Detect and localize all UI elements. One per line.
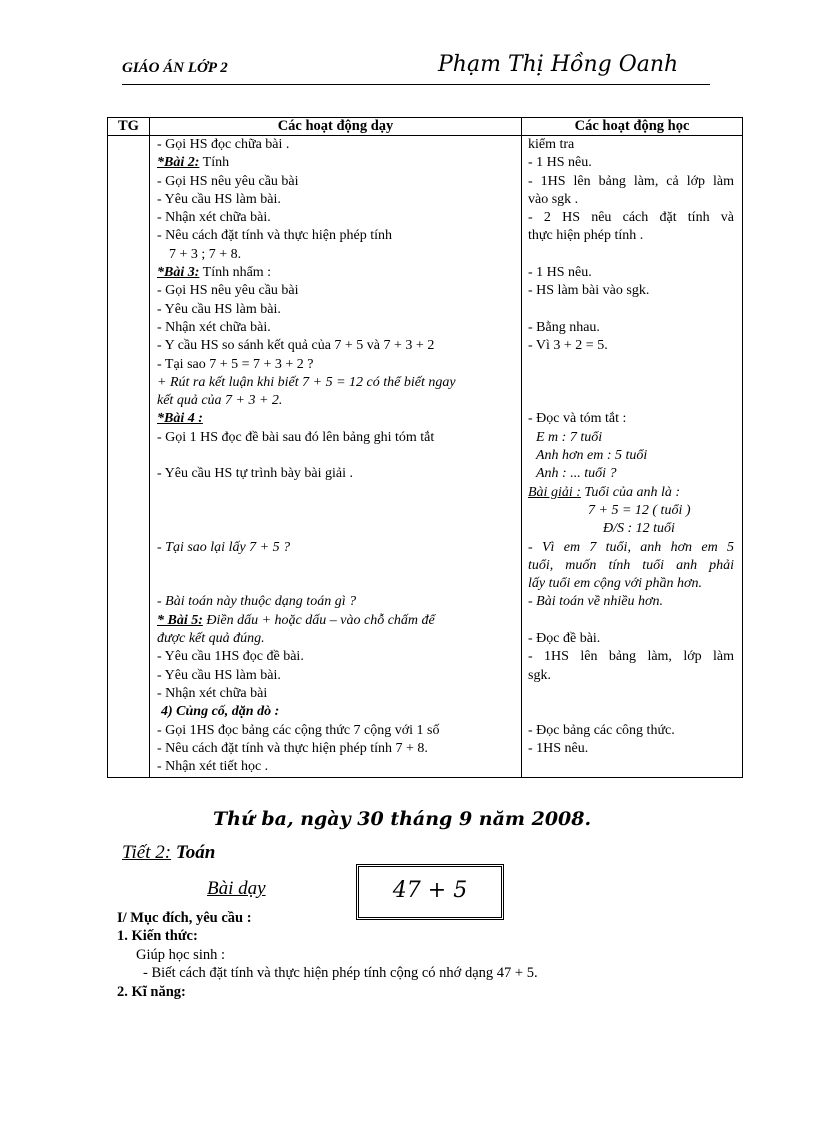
teach-line-spacer <box>157 484 517 502</box>
learn-line: E m : 7 tuổi <box>536 429 603 445</box>
teach-line <box>157 612 517 630</box>
learn-line: - 1 HS nêu. <box>528 265 592 281</box>
learn-line: sgk. <box>528 667 551 683</box>
learn-line-spacer <box>528 685 734 703</box>
lesson-formula-box <box>356 864 504 920</box>
learn-line: - 1HS lên bảng làm, lớp làm <box>528 649 734 665</box>
lesson-period <box>122 842 215 864</box>
learn-line: - Đọc bảng các công thức. <box>528 722 675 738</box>
solution-label: Bài giải : <box>528 484 581 500</box>
header-teaching-activities: Các hoạt động dạy <box>150 118 522 136</box>
teach-line-spacer <box>157 557 517 575</box>
teach-line: - Yêu cầu HS làm bài. <box>157 667 281 683</box>
learn-line: kiểm tra <box>528 137 575 152</box>
teach-line: - Yêu cầu HS làm bài. <box>157 191 281 207</box>
learning-cell <box>522 136 743 778</box>
teach-line: 7 + 3 ; 7 + 8. <box>169 246 242 262</box>
teach-line: - Nêu cách đặt tính và thực hiện phép tính <box>157 228 393 244</box>
learn-line: - 1HS nêu. <box>528 740 589 756</box>
lesson-plan-title: GIÁO ÁN LỚP 2 <box>122 60 228 76</box>
teach-line: - Gọi HS nêu yêu cầu bài <box>157 283 299 299</box>
lesson-title-label: Bài dạy <box>207 878 266 899</box>
learn-line-spacer <box>528 703 734 721</box>
learn-line: - Bằng nhau. <box>528 319 600 335</box>
learn-line-spacer <box>528 612 734 630</box>
teach-line-spacer <box>157 502 517 520</box>
exercise-4-label: *Bài 4 : <box>157 411 203 427</box>
learn-line: Đ/S : 12 tuổi <box>603 521 675 537</box>
teach-line: - Tại sao 7 + 5 = 7 + 3 + 2 ? <box>157 356 314 372</box>
learn-line: 7 + 5 = 12 ( tuổi ) <box>588 502 691 518</box>
lesson-activity-table <box>107 117 743 778</box>
learn-line: - 1HS lên bảng làm, cả lớp làm <box>528 173 734 189</box>
learn-line: tuổi, muốn tính tuổi anh phải <box>528 557 734 573</box>
subject-name: Toán <box>175 842 216 863</box>
teach-line: - Nhận xét chữa bài. <box>157 319 271 335</box>
learn-line: - 1 HS nêu. <box>528 155 592 171</box>
exercise-2-title: Tính <box>199 155 230 171</box>
teach-line-spacer <box>157 520 517 538</box>
learn-line: Anh : ... tuổi ? <box>536 466 617 482</box>
learn-line: - 2 HS nêu cách đặt tính và <box>528 210 734 226</box>
solution-text: Tuổi của anh là : <box>580 484 681 500</box>
section-skills: 2. Kĩ năng: <box>117 984 186 1000</box>
teach-line <box>157 264 517 282</box>
learn-line-spacer <box>528 356 734 374</box>
teach-line: - Nhận xét tiết học . <box>157 759 269 775</box>
learn-line-spacer <box>528 246 734 264</box>
teach-line: - Nêu cách đặt tính và thực hiện phép tính 7 + 8. <box>157 740 428 756</box>
learn-line-spacer <box>528 301 734 319</box>
teaching-cell <box>150 136 522 778</box>
learn-line-spacer <box>528 392 734 410</box>
teach-line-spacer <box>157 447 517 465</box>
teach-line-spacer <box>157 575 517 593</box>
lesson-formula: 47 + 5 <box>392 878 468 903</box>
learn-line: vào sgk . <box>528 191 579 207</box>
exercise-3-label: *Bài 3: <box>157 265 200 281</box>
teach-line: - Gọi 1HS đọc bảng các cộng thức 7 cộng với 1 số <box>157 722 440 738</box>
exercise-5-title: Điền dấu + hoặc dấu – vào chỗ chấm để <box>202 612 435 628</box>
teach-line: - Gọi HS đọc chữa bài . <box>157 137 290 152</box>
teacher-name: Phạm Thị Hồng Oanh <box>438 52 679 77</box>
teach-line: - Nhận xét chữa bài <box>157 685 268 701</box>
exercise-3-title: Tính nhẩm : <box>199 265 272 281</box>
section-knowledge: 1. Kiến thức: <box>117 928 198 944</box>
teach-line: - Yêu cầu 1HS đọc đề bài. <box>157 649 304 665</box>
consolidation-heading: 4) Củng cố, dặn dò : <box>161 704 280 720</box>
learn-line: Anh hơn em : 5 tuổi <box>536 448 648 464</box>
lesson-date: Thứ ba, ngày 30 tháng 9 năm 2008. <box>213 808 592 830</box>
teach-line: được kết quả đúng. <box>157 631 265 647</box>
learn-line: - HS làm bài vào sgk. <box>528 283 650 299</box>
period-label: Tiết 2: <box>122 842 172 863</box>
exercise-2-label: *Bài 2: <box>157 155 200 171</box>
learn-line: - Vì 3 + 2 = 5. <box>528 338 608 354</box>
teach-line: + Rút ra kết luận khi biết 7 + 5 = 12 có thể biết ngay <box>157 374 456 390</box>
learn-line: - Bài toán về nhiều hơn. <box>528 594 663 610</box>
learn-line: - Đọc đề bài. <box>528 631 601 647</box>
teach-line: - Tại sao lại lấy 7 + 5 ? <box>157 539 291 555</box>
teach-line: - Gọi 1 HS đọc đề bài sau đó lên bảng ghi tóm tắt <box>157 429 435 445</box>
header-learning-activities: Các hoạt động học <box>522 118 743 136</box>
learn-line <box>528 484 734 502</box>
header-tg: TG <box>108 118 150 136</box>
teach-line: - Nhận xét chữa bài. <box>157 210 271 226</box>
table-header-row <box>108 118 743 136</box>
learn-line-spacer <box>528 758 734 776</box>
learn-line: - Đọc và tóm tắt : <box>528 411 627 427</box>
teach-line: - Gọi HS nêu yêu cầu bài <box>157 173 299 189</box>
teach-line: - Y cầu HS so sánh kết quả của 7 + 5 và 7 + 3 + 2 <box>157 338 435 354</box>
learn-line: thực hiện phép tính . <box>528 228 644 244</box>
learn-line: - Vì em 7 tuổi, anh hơn em 5 <box>528 539 734 555</box>
time-cell <box>108 136 150 778</box>
teach-line: - Bài toán này thuộc dạng toán gì ? <box>157 594 357 610</box>
teach-line: - Yêu cầu HS làm bài. <box>157 301 281 317</box>
knowledge-item: - Biết cách đặt tính và thực hiện phép tính cộng có nhớ dạng 47 + 5. <box>143 965 538 981</box>
teach-line: kết quả của 7 + 3 + 2. <box>157 393 283 409</box>
section-objectives: I/ Mục đích, yêu cầu : <box>117 910 252 926</box>
learn-line: lấy tuổi em cộng với phần hơn. <box>528 576 702 592</box>
exercise-5-label: * Bài 5: <box>157 612 203 628</box>
page-header <box>122 52 710 85</box>
teach-line <box>157 154 517 172</box>
table-body-row <box>108 136 743 778</box>
knowledge-intro: Giúp học sinh : <box>136 947 226 963</box>
learn-line-spacer <box>528 374 734 392</box>
teach-line: - Yêu cầu HS tự trình bày bài giải . <box>157 466 354 482</box>
